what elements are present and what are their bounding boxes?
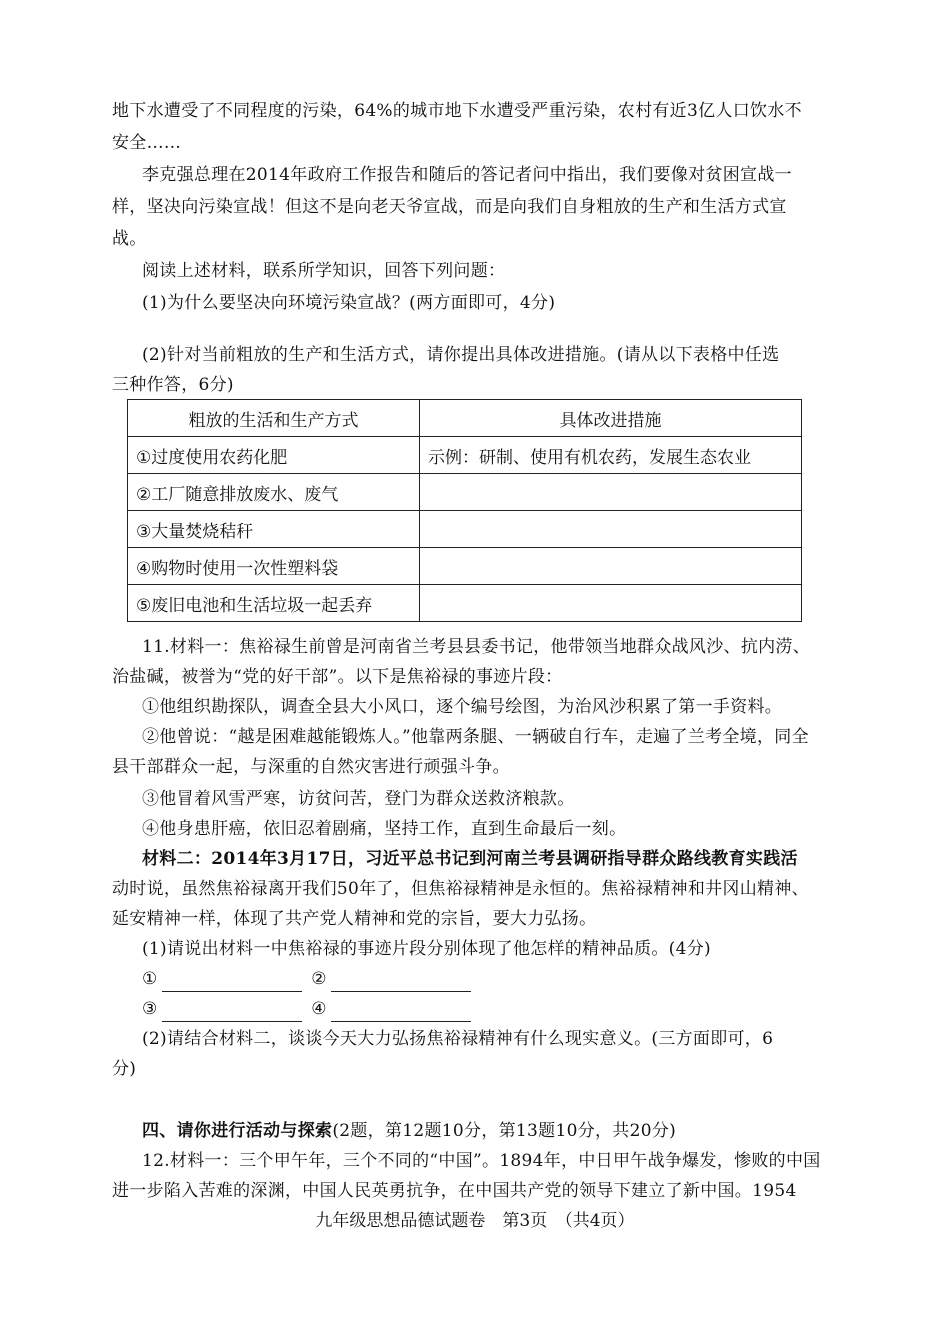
answer-blank[interactable] bbox=[331, 973, 471, 992]
table-cell: ③大量焚烧秸秆 bbox=[128, 511, 420, 548]
answer-cell[interactable] bbox=[420, 474, 802, 511]
question-instruction: 阅读上述材料，联系所学知识，回答下列问题： bbox=[142, 261, 506, 281]
answer-blank[interactable] bbox=[162, 1003, 302, 1022]
question-11-material-2: 材料二：2014年3月17日，习近平总书记到河南兰考县调研指导群众路线教育实践活 bbox=[142, 849, 798, 869]
answer-cell[interactable] bbox=[420, 511, 802, 548]
text-line: ③他冒着风雪严寒，访贫问苦，登门为群众送救济粮款。 bbox=[142, 789, 575, 809]
measures-table bbox=[127, 399, 802, 622]
table-header-cell: 粗放的生活和生产方式 bbox=[128, 400, 420, 437]
text-line: 战。 bbox=[112, 229, 147, 249]
answer-line-row bbox=[142, 996, 824, 1022]
answer-blank[interactable] bbox=[162, 973, 302, 992]
table-cell: ②工厂随意排放废水、废气 bbox=[128, 474, 420, 511]
section-heading bbox=[142, 1118, 824, 1144]
text-line: 延安精神一样，体现了共产党人精神和党的宗旨，要大力弘扬。 bbox=[112, 909, 597, 929]
answer-marker: ③ bbox=[142, 999, 158, 1019]
text-line: 县干部群众一起，与深重的自然灾害进行顽强斗争。 bbox=[112, 757, 510, 777]
answer-blank[interactable] bbox=[331, 1003, 471, 1022]
answer-cell[interactable] bbox=[420, 585, 802, 622]
question-12-material-1: 12.材料一：三个甲午年，三个不同的“中国”。1894年，中日甲午战争爆发，惨败的中国 bbox=[142, 1151, 821, 1171]
answer-marker: ① bbox=[142, 969, 158, 989]
table-row bbox=[128, 548, 802, 585]
answer-cell[interactable] bbox=[420, 548, 802, 585]
question-10-1: (1)为什么要坚决向环境污染宣战？(两方面即可，4分) bbox=[142, 293, 556, 313]
table-cell: ⑤废旧电池和生活垃圾一起丢弃 bbox=[128, 585, 420, 622]
question-11-2: (2)请结合材料二，谈谈今天大力弘扬焦裕禄精神有什么现实意义。(三方面即可，6 bbox=[142, 1029, 774, 1049]
table-cell: ④购物时使用一次性塑料袋 bbox=[128, 548, 420, 585]
table-row bbox=[128, 437, 802, 474]
section-note: (2题，第12题10分，第13题10分，共20分) bbox=[332, 1121, 677, 1141]
table-row bbox=[128, 511, 802, 548]
text-line: 进一步陷入苦难的深渊，中国人民英勇抗争，在中国共产党的领导下建立了新中国。1954 bbox=[112, 1181, 797, 1201]
text-line: 样，坚决向污染宣战！但这不是向老天爷宣战，而是向我们自身粗放的生产和生活方式宣 bbox=[112, 197, 787, 217]
text-line: 安全…… bbox=[112, 133, 182, 153]
table-cell: 示例：研制、使用有机农药，发展生态农业 bbox=[420, 437, 802, 474]
page-footer: 九年级思想品德试题卷 第3页 （共4页） bbox=[315, 1211, 635, 1231]
text-line: 地下水遭受了不同程度的污染，64%的城市地下水遭受严重污染，农村有近3亿人口饮水不 bbox=[112, 101, 802, 121]
table-row bbox=[128, 585, 802, 622]
question-11-1: (1)请说出材料一中焦裕禄的事迹片段分别体现了他怎样的精神品质。(4分) bbox=[142, 939, 711, 959]
table-row bbox=[128, 474, 802, 511]
question-10-2: (2)针对当前粗放的生产和生活方式，请你提出具体改进措施。(请从以下表格中任选 bbox=[142, 345, 780, 365]
question-11-material-1: 11.材料一：焦裕禄生前曾是河南省兰考县县委书记，他带领当地群众战风沙、抗内涝、 bbox=[142, 637, 811, 657]
text-line: 李克强总理在2014年政府工作报告和随后的答记者问中指出，我们要像对贫困宣战一 bbox=[142, 165, 792, 185]
text-line: 三种作答，6分) bbox=[112, 375, 234, 395]
table-header-cell: 具体改进措施 bbox=[420, 400, 802, 437]
answer-line-row bbox=[142, 966, 824, 992]
text-line: ①他组织勘探队，调查全县大小风口，逐个编号绘图，为治风沙积累了第一手资料。 bbox=[142, 697, 783, 717]
text-line: 动时说，虽然焦裕禄离开我们50年了，但焦裕禄精神是永恒的。焦裕禄精神和井冈山精神、 bbox=[112, 879, 809, 899]
section-title: 四、请你进行活动与探索 bbox=[142, 1121, 333, 1141]
text-line: ④他身患肝癌，依旧忍着剧痛，坚持工作，直到生命最后一刻。 bbox=[142, 819, 627, 839]
answer-marker: ② bbox=[311, 969, 327, 989]
text-line: 治盐碱，被誉为“党的好干部”。以下是焦裕禄的事迹片段： bbox=[112, 667, 563, 687]
answer-marker: ④ bbox=[311, 999, 327, 1019]
text-line: 分) bbox=[112, 1059, 137, 1079]
text-line: ②他曾说：“越是困难越能锻炼人。”他靠两条腿、一辆破自行车，走遍了兰考全境，同全 bbox=[142, 727, 809, 747]
table-header-row bbox=[128, 400, 802, 437]
table-cell: ①过度使用农药化肥 bbox=[128, 437, 420, 474]
